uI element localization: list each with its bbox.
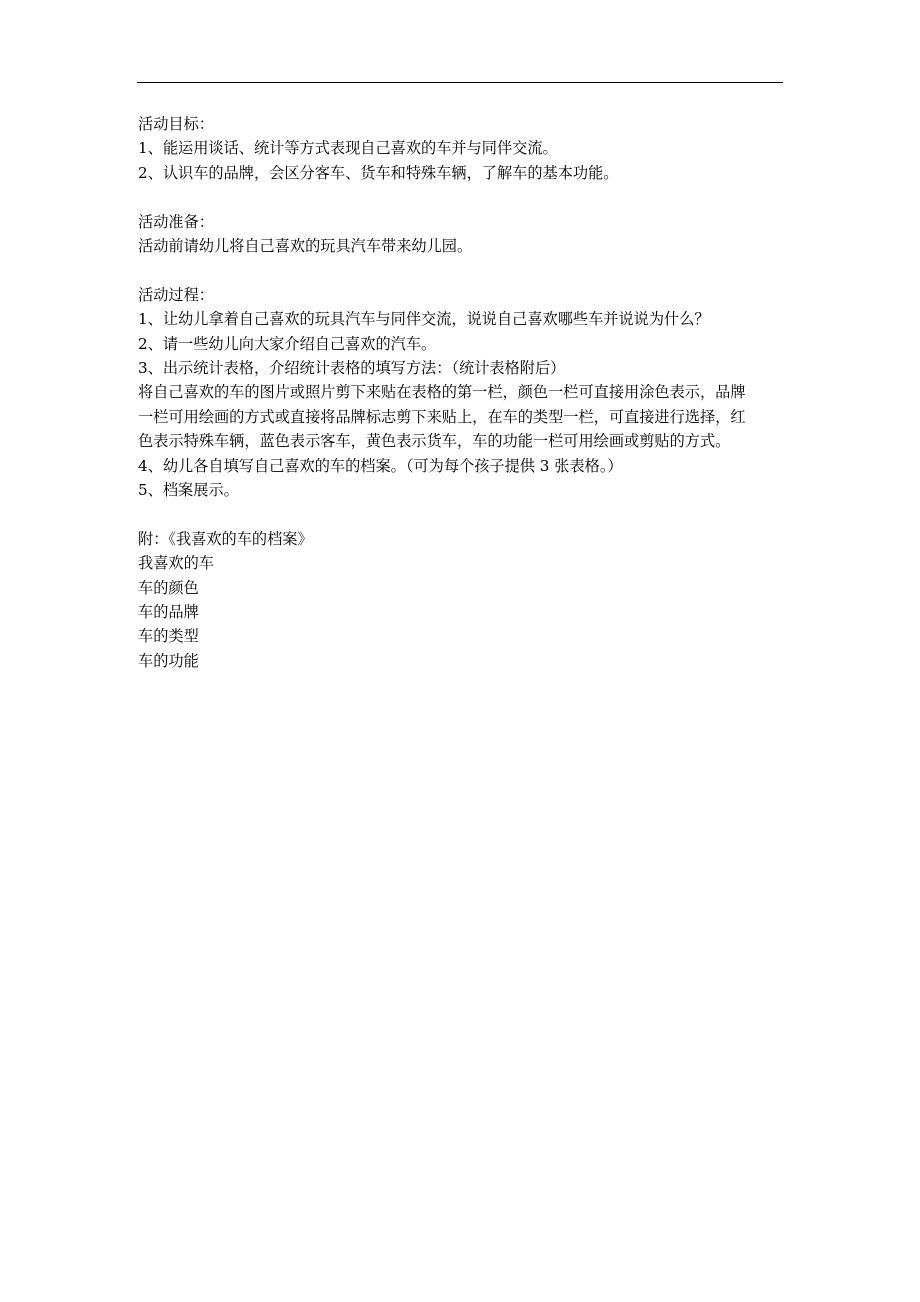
appendix-section <box>138 527 784 673</box>
goals-section <box>138 112 784 185</box>
document-body <box>138 112 784 673</box>
process-item: 1、让幼儿拿着自己喜欢的玩具汽车与同伴交流，说说自己喜欢哪些车并说说为什么？ <box>138 310 710 329</box>
appendix-field: 车的品牌 <box>138 603 199 622</box>
goals-heading: 活动目标： <box>138 115 214 133</box>
process-paragraph-line: 一栏可用绘画的方式或直接将品牌标志剪下来贴上，在车的类型一栏，可直接进行选择，红 <box>138 407 746 426</box>
appendix-field: 车的颜色 <box>138 578 199 597</box>
process-paragraph-line: 将自己喜欢的车的图片或照片剪下来贴在表格的第一栏，颜色一栏可直接用涂色表示，品牌 <box>138 383 746 402</box>
appendix-field: 车的类型 <box>138 627 199 646</box>
goal-item: 1、能运用谈话、统计等方式表现自己喜欢的车并与同伴交流。 <box>138 139 558 158</box>
blank-line <box>138 258 784 282</box>
goal-item: 2、认识车的品牌，会区分客车、货车和特殊车辆，了解车的基本功能。 <box>138 163 619 182</box>
appendix-field: 我喜欢的车 <box>138 554 214 573</box>
process-heading: 活动过程： <box>138 285 214 304</box>
process-paragraph-line: 色表示特殊车辆，蓝色表示客车，黄色表示货车，车的功能一栏可用绘画或剪贴的方式。 <box>138 432 731 451</box>
preparation-section <box>138 210 784 259</box>
process-section <box>138 283 784 503</box>
blank-line <box>138 502 784 526</box>
header-rule <box>137 82 783 83</box>
process-item: 5、档案展示。 <box>138 481 239 500</box>
appendix-field: 车的功能 <box>138 651 199 670</box>
process-item: 2、请一些幼儿向大家介绍自己喜欢的汽车。 <box>138 334 437 353</box>
preparation-text: 活动前请幼儿将自己喜欢的玩具汽车带来幼儿园。 <box>138 237 473 256</box>
process-item: 3、出示统计表格，介绍统计表格的填写方法：（统计表格附后） <box>138 359 566 378</box>
preparation-heading: 活动准备： <box>138 212 214 231</box>
appendix-heading: 附：《我喜欢的车的档案》 <box>138 529 313 548</box>
process-item: 4、幼儿各自填写自己喜欢的车的档案。（可为每个孩子提供 3 张表格。） <box>138 456 623 475</box>
blank-line <box>138 185 784 209</box>
